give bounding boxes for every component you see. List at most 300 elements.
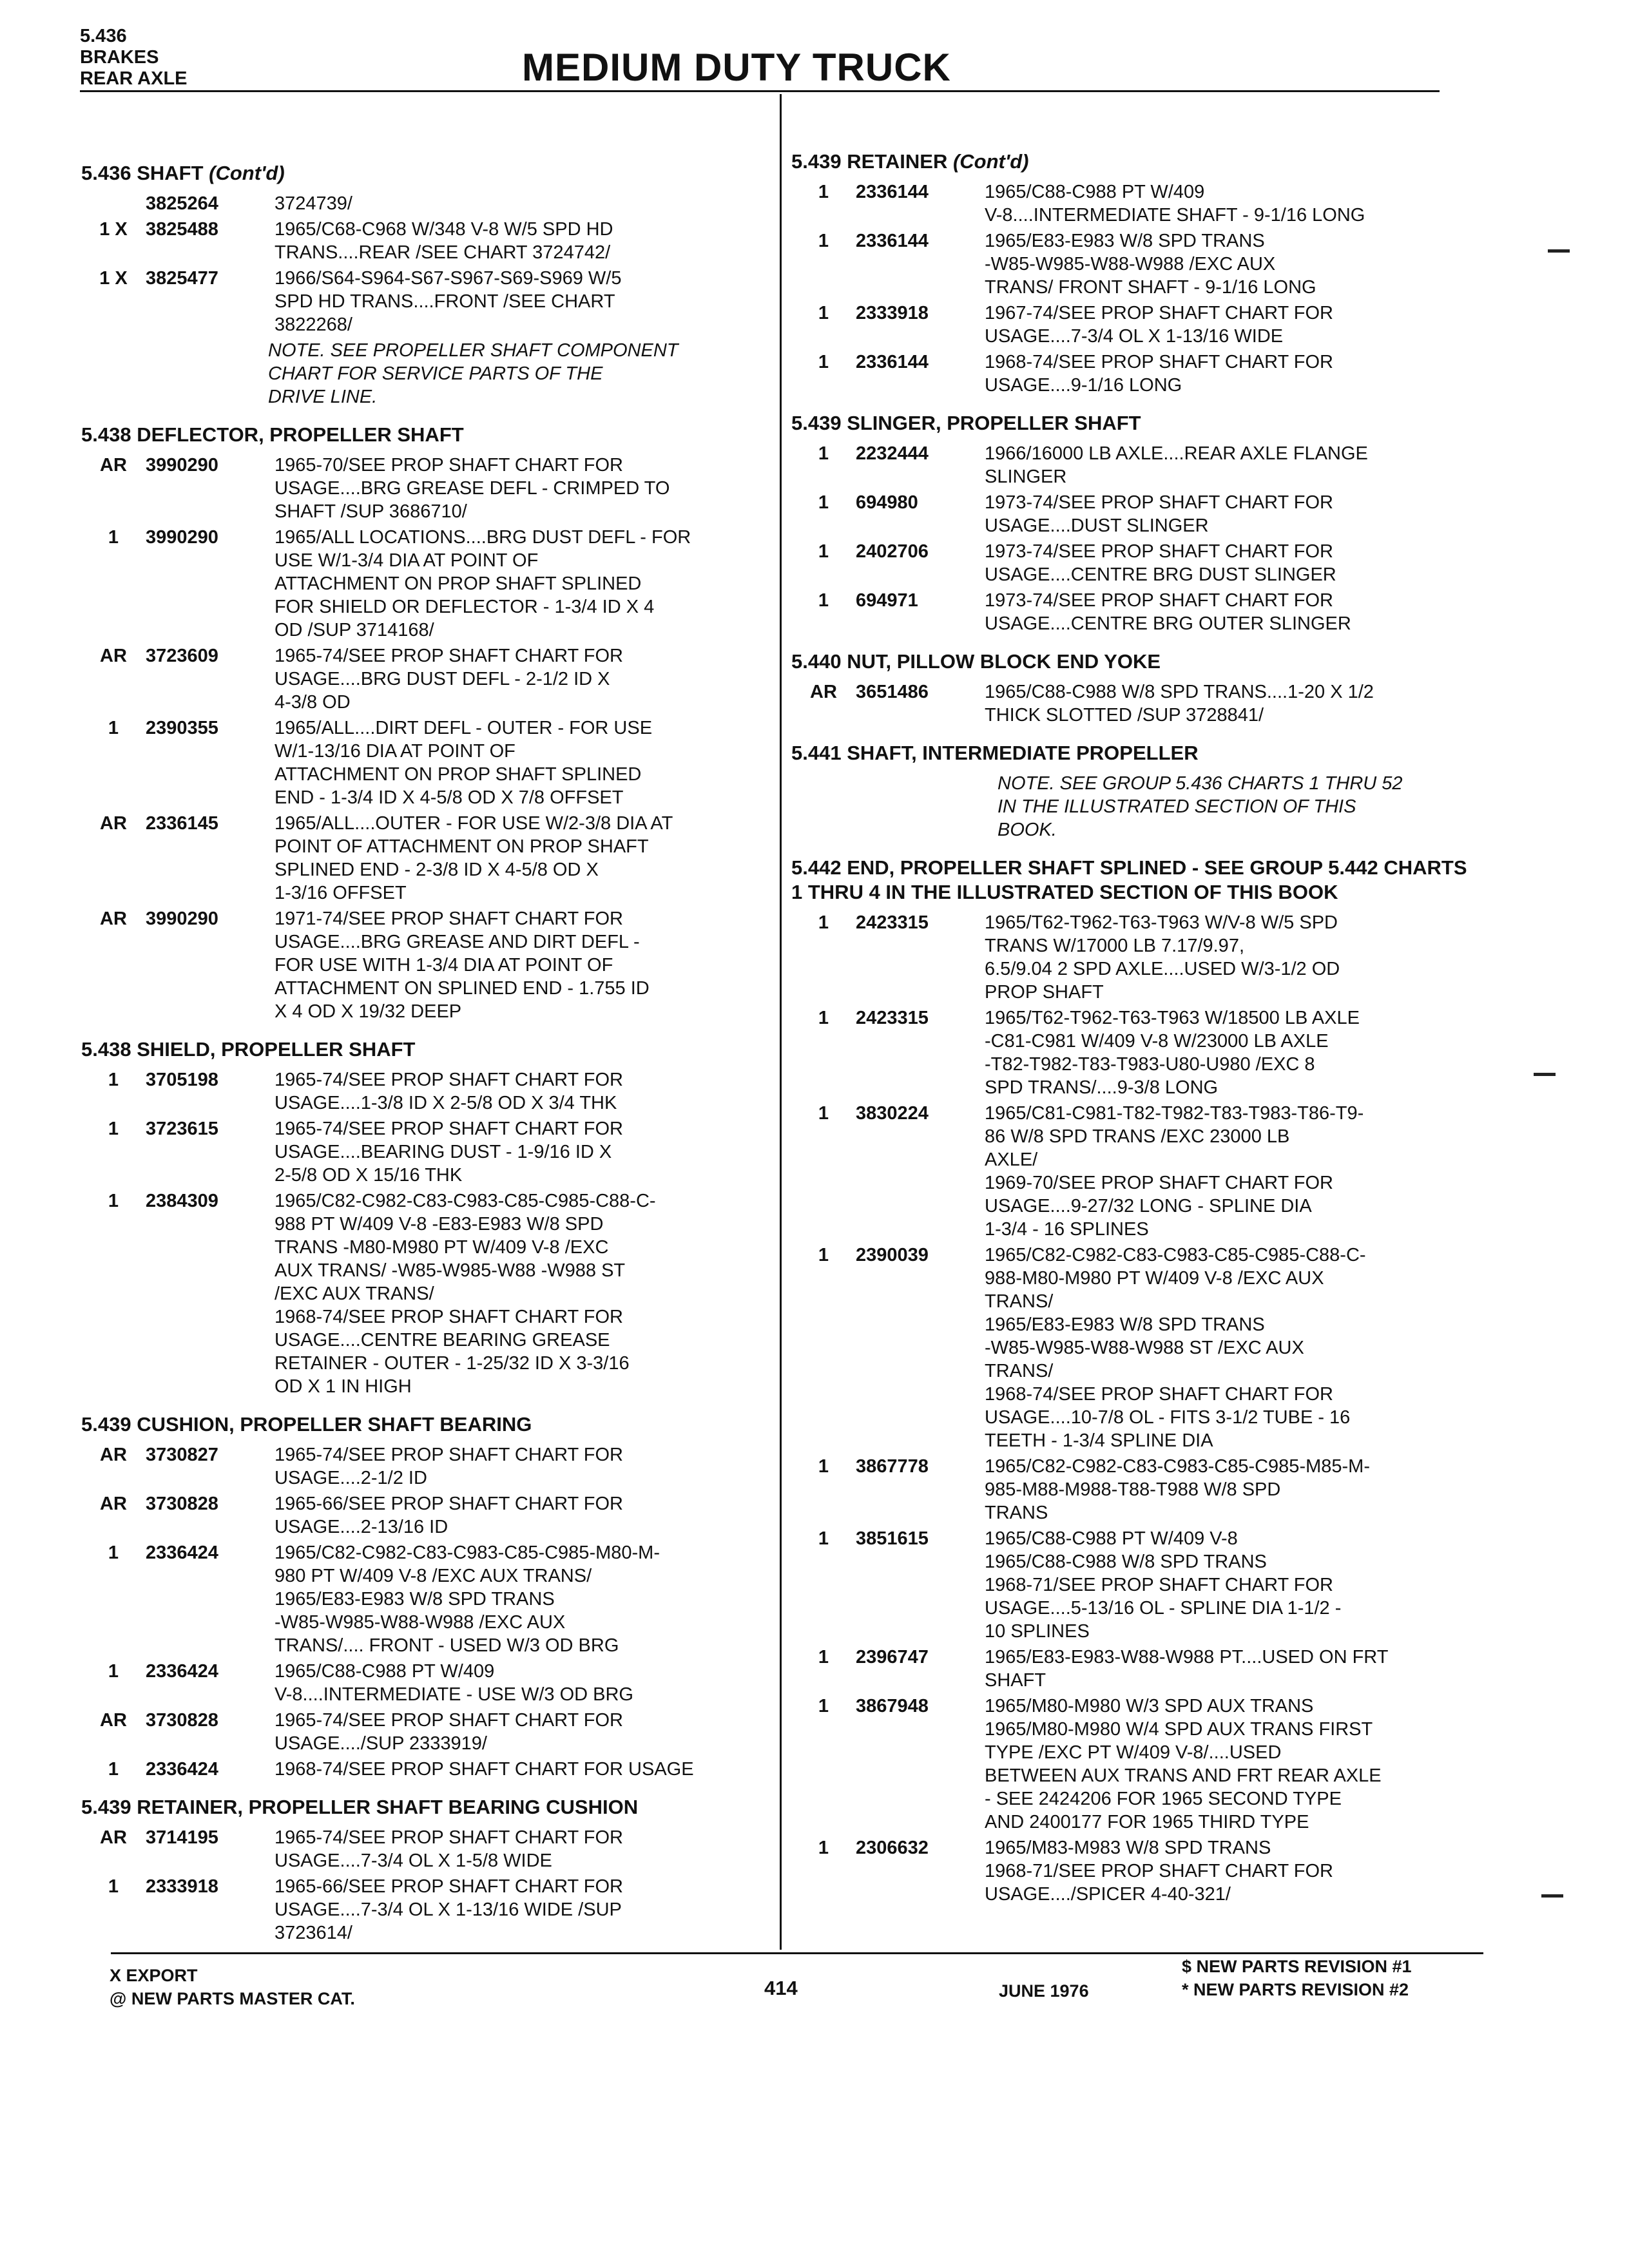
description-line: TRANS W/17000 LB 7.17/9.97, (985, 936, 1244, 956)
description-line: 1965/C82-C982-C83-C983-C85-C985-M85-M- (985, 1456, 1370, 1477)
part-number: 2333918 (146, 1876, 218, 1897)
description-line: RETAINER - OUTER - 1-25/32 ID X 3-3/16 (275, 1353, 630, 1374)
footer-rule (111, 1952, 1483, 1954)
part-quantity: 1 (818, 231, 829, 251)
description-line: 1965/C88-C988 W/8 SPD TRANS....1-20 X 1/2 (985, 682, 1374, 702)
part-quantity: 1 (818, 541, 829, 562)
footer-export: X EXPORT (110, 1966, 198, 1985)
part-row (791, 442, 1468, 488)
part-number: 3730828 (146, 1494, 218, 1514)
part-quantity: 1 (108, 1759, 119, 1780)
part-row (791, 1455, 1468, 1524)
part-description (275, 907, 758, 1023)
description-line: USAGE..../SUP 2333919/ (275, 1733, 487, 1754)
part-row (81, 812, 758, 905)
description-line: 1965/C82-C982-C83-C983-C85-C985-C88-C- (985, 1245, 1366, 1265)
description-line: TRANS/.... FRONT - USED W/3 OD BRG (275, 1635, 619, 1656)
part-quantity: 1 (818, 1838, 829, 1858)
description-line: USAGE....1-3/8 ID X 2-5/8 OD X 3/4 THK (275, 1093, 617, 1113)
part-quantity: 1 (818, 1696, 829, 1716)
description-line: 1965/ALL....OUTER - FOR USE W/2-3/8 DIA AT (275, 813, 673, 834)
description-line: USAGE....BEARING DUST - 1-9/16 ID X (275, 1142, 612, 1162)
footer-revision-1: $ NEW PARTS REVISION #1 (1182, 1957, 1412, 1976)
description-line: USAGE....CENTRE BRG DUST SLINGER (985, 564, 1336, 585)
note-line: CHART FOR SERVICE PARTS OF THE (268, 363, 603, 384)
description-line: FOR SHIELD OR DEFLECTOR - 1-3/4 ID X 4 (275, 597, 655, 617)
description-line: END - 1-3/4 ID X 4-5/8 OD X 7/8 OFFSET (275, 787, 624, 808)
description-line: USAGE....BRG DUST DEFL - 2-1/2 ID X (275, 669, 610, 689)
description-line: 1965/C88-C988 PT W/409 (985, 182, 1205, 202)
part-number: 2333918 (856, 303, 929, 323)
part-quantity: 1 (108, 1191, 119, 1211)
description-line: 985-M88-M988-T88-T988 W/8 SPD (985, 1479, 1281, 1500)
section-title: 5.439 RETAINER (791, 150, 948, 173)
part-number: 3723609 (146, 646, 218, 666)
description-line: TRANS/ (985, 1291, 1054, 1312)
description-line: 1965/C88-C988 W/8 SPD TRANS (985, 1552, 1267, 1572)
description-line: 2-5/8 OD X 15/16 THK (275, 1165, 463, 1186)
part-number: 3714195 (146, 1827, 218, 1848)
section-heading (791, 741, 1468, 765)
note-line: IN THE ILLUSTRATED SECTION OF THIS (998, 796, 1356, 817)
part-quantity: AR (810, 682, 837, 702)
part-number: 3830224 (856, 1103, 929, 1124)
section-note (268, 339, 758, 408)
description-line: -W85-W985-W88-W988 /EXC AUX (985, 254, 1276, 274)
part-description (275, 1068, 758, 1115)
part-quantity: 1 X (99, 219, 128, 240)
description-line: 1973-74/SEE PROP SHAFT CHART FOR (985, 541, 1333, 562)
part-number: 3990290 (146, 527, 218, 548)
description-line: TRANS -M80-M980 PT W/409 V-8 /EXC (275, 1237, 609, 1258)
description-line: -C81-C981 W/409 V-8 W/23000 LB AXLE (985, 1031, 1329, 1052)
part-description (275, 1492, 758, 1539)
description-line: V-8....INTERMEDIATE - USE W/3 OD BRG (275, 1684, 633, 1705)
part-number: 2336145 (146, 813, 218, 834)
description-line: POINT OF ATTACHMENT ON PROP SHAFT (275, 836, 649, 857)
part-description (275, 1875, 758, 1945)
part-quantity: 1 (818, 443, 829, 464)
part-row (81, 1068, 758, 1115)
part-row (81, 1758, 758, 1781)
part-number: 2336144 (856, 231, 929, 251)
header-line: REAR AXLE (80, 68, 188, 89)
part-description (275, 1758, 758, 1781)
part-description (985, 1244, 1468, 1452)
part-number: 3990290 (146, 908, 218, 929)
part-number: 694980 (856, 492, 918, 513)
part-description (275, 526, 758, 642)
description-line: ATTACHMENT ON PROP SHAFT SPLINED (275, 573, 642, 594)
description-line: USAGE....7-3/4 OL X 1-5/8 WIDE (275, 1850, 552, 1871)
continued-label: (Cont'd) (209, 162, 285, 184)
part-quantity: AR (100, 1494, 127, 1514)
description-line: 1965-74/SEE PROP SHAFT CHART FOR (275, 646, 623, 666)
description-line: 1966/16000 LB AXLE....REAR AXLE FLANGE (985, 443, 1368, 464)
part-description (275, 1709, 758, 1755)
part-row (791, 1244, 1468, 1452)
part-quantity: AR (100, 1827, 127, 1848)
part-row (791, 351, 1468, 397)
part-quantity: 1 (818, 912, 829, 933)
description-line: 1965/C88-C988 PT W/409 V-8 (985, 1528, 1238, 1549)
description-line: PROP SHAFT (985, 982, 1104, 1003)
description-line: 10 SPLINES (985, 1621, 1090, 1642)
part-description (275, 218, 758, 264)
description-line: 1968-71/SEE PROP SHAFT CHART FOR (985, 1575, 1333, 1595)
description-line: USAGE....7-3/4 OL X 1-13/16 WIDE /SUP (275, 1899, 622, 1920)
description-line: 1965-74/SEE PROP SHAFT CHART FOR (275, 1445, 623, 1465)
part-row (791, 589, 1468, 635)
description-line: X 4 OD X 19/32 DEEP (275, 1001, 462, 1022)
description-line: USAGE....9-27/32 LONG - SPLINE DIA (985, 1196, 1312, 1216)
description-line: 1965/T62-T962-T63-T963 W/V-8 W/5 SPD (985, 912, 1338, 933)
part-quantity: 1 (108, 718, 119, 738)
description-line: OD /SUP 3714168/ (275, 620, 434, 640)
footer-revision-2: * NEW PARTS REVISION #2 (1182, 1980, 1409, 1999)
description-line: USAGE....10-7/8 OL - FITS 3-1/2 TUBE - 16 (985, 1407, 1351, 1428)
description-line: USAGE....CENTRE BEARING GREASE (275, 1330, 610, 1350)
description-line: /EXC AUX TRANS/ (275, 1283, 434, 1304)
part-number: 3867948 (856, 1696, 929, 1716)
part-number: 3825488 (146, 219, 218, 240)
description-line: 1965/M83-M983 W/8 SPD TRANS (985, 1838, 1271, 1858)
edge-mark (1548, 249, 1570, 253)
description-line: 1-3/4 - 16 SPLINES (985, 1219, 1149, 1240)
section-heading (81, 1795, 758, 1820)
section-title: 5.439 SLINGER, PROPELLER SHAFT (791, 412, 1141, 434)
description-line: 1965-66/SEE PROP SHAFT CHART FOR (275, 1494, 623, 1514)
part-number: 2232444 (856, 443, 929, 464)
description-line: USAGE..../SPICER 4-40-321/ (985, 1884, 1231, 1905)
description-line: SPD HD TRANS....FRONT /SEE CHART (275, 291, 615, 312)
part-row (81, 267, 758, 336)
continued-label: (Cont'd) (952, 150, 1029, 173)
description-line: TYPE /EXC PT W/409 V-8/....USED (985, 1742, 1282, 1763)
description-line: USAGE....2-1/2 ID (275, 1468, 427, 1488)
description-line: 1965/E83-E983-W88-W988 PT....USED ON FRT (985, 1647, 1389, 1667)
section-heading (81, 161, 758, 186)
part-number: 2390355 (146, 718, 218, 738)
part-description (985, 540, 1468, 586)
part-row (791, 229, 1468, 299)
part-number: 2336424 (146, 1759, 218, 1780)
part-description (985, 1102, 1468, 1241)
part-quantity: 1 (818, 1008, 829, 1028)
description-line: 1971-74/SEE PROP SHAFT CHART FOR (275, 908, 623, 929)
part-row (81, 1189, 758, 1398)
description-line: USAGE....7-3/4 OL X 1-13/16 WIDE (985, 326, 1284, 347)
part-number: 3651486 (856, 682, 929, 702)
part-number: 3705198 (146, 1070, 218, 1090)
note-line: BOOK. (998, 820, 1057, 840)
description-line: TEETH - 1-3/4 SPLINE DIA (985, 1430, 1213, 1451)
edge-mark (1541, 1894, 1563, 1898)
part-description (985, 491, 1468, 537)
part-quantity: 1 X (99, 268, 128, 289)
description-line: V-8....INTERMEDIATE SHAFT - 9-1/16 LONG (985, 205, 1365, 226)
description-line: 1965/E83-E983 W/8 SPD TRANS (275, 1589, 555, 1610)
description-line: 1965/C82-C982-C83-C983-C85-C985-C88-C- (275, 1191, 656, 1211)
section-title: 5.438 SHIELD, PROPELLER SHAFT (81, 1038, 416, 1061)
description-line: 4-3/8 OD (275, 692, 351, 713)
part-description (985, 680, 1468, 727)
section-heading (791, 149, 1468, 174)
description-line: SPLINED END - 2-3/8 ID X 4-5/8 OD X (275, 860, 599, 880)
part-row (791, 1695, 1468, 1834)
description-line: SHAFT /SUP 3686710/ (275, 501, 467, 522)
description-line: USAGE....2-13/16 ID (275, 1517, 448, 1537)
part-description (985, 229, 1468, 299)
description-line: 1967-74/SEE PROP SHAFT CHART FOR (985, 303, 1333, 323)
part-number: 3867778 (856, 1456, 929, 1477)
description-line: 1965/E83-E983 W/8 SPD TRANS (985, 231, 1265, 251)
part-description (985, 911, 1468, 1004)
part-description (985, 442, 1468, 488)
description-line: TRANS....REAR /SEE CHART 3724742/ (275, 242, 611, 263)
description-line: 1965-70/SEE PROP SHAFT CHART FOR (275, 455, 623, 476)
description-line: USAGE....DUST SLINGER (985, 515, 1209, 536)
description-line: AND 2400177 FOR 1965 THIRD TYPE (985, 1812, 1309, 1832)
description-line: 1968-74/SEE PROP SHAFT CHART FOR USAGE (275, 1759, 694, 1780)
part-row (791, 491, 1468, 537)
part-description (985, 351, 1468, 397)
description-line: 1965/ALL LOCATIONS....BRG DUST DEFL - FOR (275, 527, 691, 548)
part-number: 2336144 (856, 182, 929, 202)
part-description (275, 1826, 758, 1872)
part-description (275, 1660, 758, 1706)
part-quantity: 1 (818, 1456, 829, 1477)
part-quantity: AR (100, 455, 127, 476)
section-heading (81, 1037, 758, 1062)
part-description (985, 1836, 1468, 1906)
part-row (81, 1541, 758, 1657)
part-quantity: AR (100, 1710, 127, 1731)
part-quantity: 1 (108, 1542, 119, 1563)
description-line: TRANS/ (985, 1361, 1054, 1381)
header-line: BRAKES (80, 47, 159, 68)
section-title: 5.436 SHAFT (81, 162, 204, 184)
description-line: 1965/C82-C982-C83-C983-C85-C985-M80-M- (275, 1542, 660, 1563)
part-row (81, 716, 758, 809)
part-row (81, 644, 758, 714)
part-description (985, 1646, 1468, 1692)
description-line: -W85-W985-W88-W988 ST /EXC AUX (985, 1338, 1304, 1358)
note-line: NOTE. SEE PROPELLER SHAFT COMPONENT (268, 340, 679, 361)
part-row (81, 1117, 758, 1187)
part-quantity: 1 (818, 492, 829, 513)
description-line: 1966/S64-S964-S67-S967-S69-S969 W/5 (275, 268, 622, 289)
part-description (275, 1443, 758, 1490)
part-quantity: AR (100, 813, 127, 834)
part-number: 2423315 (856, 912, 929, 933)
footer-master-cat: @ NEW PARTS MASTER CAT. (110, 1989, 355, 2008)
footer-date: JUNE 1976 (999, 1981, 1089, 2001)
part-quantity: 1 (818, 352, 829, 372)
description-line: 1965-74/SEE PROP SHAFT CHART FOR (275, 1827, 623, 1848)
section-title: 5.439 RETAINER, PROPELLER SHAFT BEARING CUSHION (81, 1796, 639, 1818)
description-line: 1965/C68-C968 W/348 V-8 W/5 SPD HD (275, 219, 613, 240)
description-line: 1968-71/SEE PROP SHAFT CHART FOR (985, 1861, 1333, 1881)
description-line: 1968-74/SEE PROP SHAFT CHART FOR (985, 1384, 1333, 1405)
part-quantity: 1 (818, 1245, 829, 1265)
part-number: 3730828 (146, 1710, 218, 1731)
part-quantity: AR (100, 908, 127, 929)
section-title: 5.442 END, PROPELLER SHAFT SPLINED - SEE GROUP 5.442 CHARTS 1 THRU 4 IN THE ILLUSTRATED SECTION OF THIS BOOK (791, 856, 1467, 903)
description-line: 86 W/8 SPD TRANS /EXC 23000 LB (985, 1126, 1290, 1147)
part-number: 2402706 (856, 541, 929, 562)
section-heading (791, 411, 1468, 436)
part-number: 2423315 (856, 1008, 929, 1028)
section-title: 5.439 CUSHION, PROPELLER SHAFT BEARING (81, 1413, 532, 1436)
description-line: AXLE/ (985, 1149, 1038, 1170)
description-line: ATTACHMENT ON SPLINED END - 1.755 ID (275, 978, 650, 999)
description-line: 1965-74/SEE PROP SHAFT CHART FOR (275, 1070, 623, 1090)
part-quantity: AR (100, 1445, 127, 1465)
description-line: 1965-66/SEE PROP SHAFT CHART FOR (275, 1876, 623, 1897)
part-row (81, 1443, 758, 1490)
part-number: 2396747 (856, 1647, 929, 1667)
description-line: 1968-74/SEE PROP SHAFT CHART FOR (275, 1307, 623, 1327)
section-title: 5.438 DEFLECTOR, PROPELLER SHAFT (81, 423, 464, 446)
description-line: 1973-74/SEE PROP SHAFT CHART FOR (985, 590, 1333, 611)
part-number: 2390039 (856, 1245, 929, 1265)
description-line: 1965/M80-M980 W/3 SPD AUX TRANS (985, 1696, 1314, 1716)
part-number: 2336144 (856, 352, 929, 372)
section-title: 5.441 SHAFT, INTERMEDIATE PROPELLER (791, 742, 1199, 764)
description-line: 1965/C81-C981-T82-T982-T83-T983-T86-T9- (985, 1103, 1364, 1124)
description-line: 1965/E83-E983 W/8 SPD TRANS (985, 1314, 1265, 1335)
part-row (81, 454, 758, 523)
part-description (275, 716, 758, 809)
description-line: 3723614/ (275, 1923, 352, 1943)
note-line: DRIVE LINE. (268, 387, 378, 407)
description-line: 1973-74/SEE PROP SHAFT CHART FOR (985, 492, 1333, 513)
part-quantity: 1 (818, 1103, 829, 1124)
description-line: ATTACHMENT ON PROP SHAFT SPLINED (275, 764, 642, 785)
description-line: THICK SLOTTED /SUP 3728841/ (985, 705, 1264, 726)
part-row (791, 302, 1468, 348)
part-description (985, 1006, 1468, 1099)
part-number: 2306632 (856, 1838, 929, 1858)
description-line: 1965-74/SEE PROP SHAFT CHART FOR (275, 1119, 623, 1139)
part-quantity: 1 (108, 1070, 119, 1090)
section-title: 5.440 NUT, PILLOW BLOCK END YOKE (791, 650, 1161, 673)
part-description (275, 644, 758, 714)
part-row (81, 526, 758, 642)
part-number: 3825264 (146, 193, 218, 214)
part-number: 3825477 (146, 268, 218, 289)
part-row (81, 1826, 758, 1872)
description-line: USE W/1-3/4 DIA AT POINT OF (275, 550, 539, 571)
description-line: 1965/M80-M980 W/4 SPD AUX TRANS FIRST (985, 1719, 1373, 1740)
part-quantity: 1 (818, 1647, 829, 1667)
part-row (81, 192, 758, 215)
description-line: 1965/ALL....DIRT DEFL - OUTER - FOR USE (275, 718, 653, 738)
part-row (791, 540, 1468, 586)
description-line: - SEE 2424206 FOR 1965 SECOND TYPE (985, 1789, 1342, 1809)
part-description (275, 1189, 758, 1398)
description-line: SPD TRANS/....9-3/8 LONG (985, 1077, 1219, 1098)
part-quantity: 1 (108, 1876, 119, 1897)
description-line: USAGE....CENTRE BRG OUTER SLINGER (985, 613, 1351, 634)
part-quantity: 1 (818, 303, 829, 323)
part-quantity: 1 (818, 1528, 829, 1549)
part-number: 3730827 (146, 1445, 218, 1465)
part-row (81, 1492, 758, 1539)
part-row (791, 1006, 1468, 1099)
description-line: BETWEEN AUX TRANS AND FRT REAR AXLE (985, 1765, 1382, 1786)
header-rule (80, 90, 1440, 92)
part-description (985, 302, 1468, 348)
description-line: 1965/C88-C988 PT W/409 (275, 1661, 495, 1682)
section-heading (791, 856, 1468, 905)
part-row (791, 1527, 1468, 1643)
part-description (985, 589, 1468, 635)
part-row (791, 180, 1468, 227)
description-line: 3724739/ (275, 193, 352, 214)
description-line: -W85-W985-W88-W988 /EXC AUX (275, 1612, 566, 1633)
note-line: NOTE. SEE GROUP 5.436 CHARTS 1 THRU 52 (998, 773, 1403, 794)
description-line: SLINGER (985, 466, 1067, 487)
part-description (275, 454, 758, 523)
part-number: 3851615 (856, 1528, 929, 1549)
part-description (985, 180, 1468, 227)
description-line: TRANS/ FRONT SHAFT - 9-1/16 LONG (985, 277, 1316, 298)
description-line: 1965-74/SEE PROP SHAFT CHART FOR (275, 1710, 623, 1731)
part-number: 2384309 (146, 1191, 218, 1211)
part-row (81, 1660, 758, 1706)
part-number: 3990290 (146, 455, 218, 476)
part-description (275, 267, 758, 336)
page-number: 414 (764, 1977, 798, 1999)
part-quantity: 1 (108, 1119, 119, 1139)
description-line: -T82-T982-T83-T983-U80-U980 /EXC 8 (985, 1054, 1315, 1075)
page-title: MEDIUM DUTY TRUCK (522, 46, 951, 89)
header-section-codes (80, 26, 188, 90)
description-line: 3822268/ (275, 314, 352, 335)
part-row (81, 218, 758, 264)
part-row (791, 680, 1468, 727)
description-line: USAGE....BRG GREASE DEFL - CRIMPED TO (275, 478, 670, 499)
part-quantity: 1 (108, 527, 119, 548)
part-description (985, 1695, 1468, 1834)
part-description (275, 192, 758, 215)
description-line: USAGE....5-13/16 OL - SPLINE DIA 1-1/2 - (985, 1598, 1342, 1619)
description-line: SHAFT (985, 1670, 1046, 1691)
description-line: OD X 1 IN HIGH (275, 1376, 412, 1397)
part-description (275, 1541, 758, 1657)
description-line: 1968-74/SEE PROP SHAFT CHART FOR (985, 352, 1333, 372)
part-row (81, 907, 758, 1023)
edge-mark (1534, 1073, 1556, 1076)
description-line: 980 PT W/409 V-8 /EXC AUX TRANS/ (275, 1566, 592, 1586)
part-row (81, 1709, 758, 1755)
description-line: 988-M80-M980 PT W/409 V-8 /EXC AUX (985, 1268, 1324, 1289)
part-description (275, 812, 758, 905)
section-heading (791, 649, 1468, 674)
part-number: 694971 (856, 590, 918, 611)
part-number: 2336424 (146, 1542, 218, 1563)
description-line: USAGE....BRG GREASE AND DIRT DEFL - (275, 932, 640, 952)
description-line: 1969-70/SEE PROP SHAFT CHART FOR (985, 1173, 1333, 1193)
column-divider (780, 94, 782, 1950)
part-quantity: AR (100, 646, 127, 666)
header-line: 5.436 (80, 26, 127, 46)
part-description (275, 1117, 758, 1187)
section-heading (81, 1412, 758, 1437)
part-number: 2336424 (146, 1661, 218, 1682)
